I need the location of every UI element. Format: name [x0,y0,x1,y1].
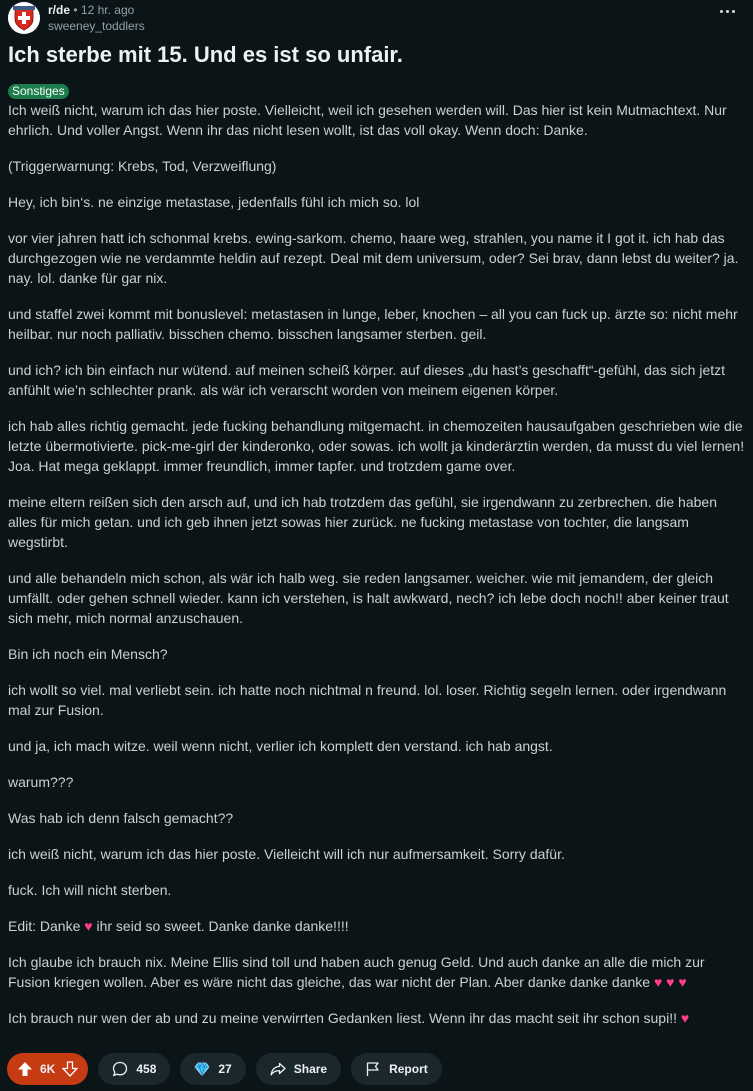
paragraph: Ich weiß nicht, warum ich das hier poste. Vielleicht, weil ich gesehen werden will. Das hier ist kein Mutmachtext. Nur ehrlich. Und voller Angst. Wenn ihr das nicht lesen wollt, ist das voll okay. Wenn doch: Danke. [8,102,727,138]
paragraph: und ich? ich bin einfach nur wütend. auf meinen scheiß körper. auf dieses „du hast’s geschafft“-gefühl, das sich jetzt anfühlt wie’n schlechter prank. als wär ich verarscht worden von meinem eigenen körper. [8,362,726,398]
comment-icon [112,1061,128,1077]
vote-count: 6K [40,1062,56,1076]
paragraph: warum??? [8,774,74,790]
edit-paragraph [8,916,745,936]
paragraph: vor vier jahren hatt ich schonmal krebs. ewing-sarkom. chemo, haare weg, strahlen, you name it I got it. ich hab das durchgezogen wie ne verdammte heldin auf rezept. Deal mit dem universum, oder? Sei brav, dann lebst du weiter? ja. nay. lol. danke für gar nix. [8,230,739,286]
downvote-icon[interactable] [62,1061,78,1077]
award-icon [194,1061,210,1077]
subreddit-avatar-icon[interactable] [8,2,40,34]
share-button[interactable] [256,1053,341,1085]
ellis-text: Ich glaube ich brauch nix. Meine Ellis sind toll und haben auch genug Geld. Und auch danke an alle die mich zur Fusion kriegen wollen. Aber es wäre nicht das gleiche, das war nicht der Plan. Aber danke danke danke [8,954,705,990]
comments-button[interactable] [98,1053,170,1085]
post-time: 12 hr. ago [80,2,135,17]
award-count: 27 [218,1062,232,1076]
author-name[interactable]: sweeney_toddlers [48,18,145,33]
post-flair[interactable]: Sonstiges [8,84,69,99]
heart-icon: ♥ [84,918,93,934]
heart-icon: ♥ [680,1010,690,1026]
post-title: Ich sterbe mit 15. Und es ist so unfair. [8,42,403,67]
paragraph: (Triggerwarnung: Krebs, Tod, Verzweiflung) [8,158,277,174]
paragraph: Hey, ich bin‘s. ne einzige metastase, jedenfalls fühl ich mich so. lol [8,194,420,210]
paragraph: Bin ich noch ein Mensch? [8,646,168,662]
paragraph: ich wollt so viel. mal verliebt sein. ich hatte noch nichtmal n freund. lol. loser. Richtig segeln lernen. oder irgendwann mal zur Fusion. [8,682,727,718]
meta-separator: • [73,2,78,17]
report-flag-icon [365,1061,381,1077]
report-label: Report [389,1062,428,1076]
paragraph: meine eltern reißen sich den arsch auf, und ich hab trotzdem das gefühl, sie irgendwann zu zerbrechen. die haben alles für mich getan. und ich geb ihnen jetzt sowas hier zurück. ne fucking metastase von tochter, die langsam wegstirbt. [8,494,717,550]
heart-icon: ♥ [666,974,675,990]
heart-icon: ♥ [678,974,687,990]
share-label: Share [293,1062,328,1076]
post-body [8,100,745,1028]
last-text: Ich brauch nur wen der ab und zu meine verwirrten Gedanken liest. Wenn ihr das macht seit ihr schon supi!! [8,1010,677,1026]
subreddit-name[interactable]: r/de [48,2,71,17]
more-options-icon[interactable] [720,10,735,13]
paragraph: ich weiß nicht, warum ich das hier poste. Vielleicht will ich nur aufmersamkeit. Sorry dafür. [8,846,565,862]
heart-icon: ♥ [653,974,663,990]
post-header [8,0,745,36]
paragraph: Was hab ich denn falsch gemacht?? [8,810,234,826]
paragraph-last [8,1008,745,1028]
paragraph: fuck. Ich will nicht sterben. [8,882,172,898]
upvote-icon[interactable] [17,1061,33,1077]
edit-text-end: ihr seid so sweet. Danke danke danke!!!! [96,918,349,934]
report-button[interactable] [351,1053,442,1085]
paragraph: und staffel zwei kommt mit bonuslevel: metastasen in lunge, leber, knochen – all you can fuck up. ärzte so: nicht mehr heilbar. nur noch palliativ. bisschen chemo. bisschen langsamer sterben. geil. [8,306,738,342]
paragraph: ich hab alles richtig gemacht. jede fucking behandlung mitgemacht. in chemozeiten hausaufgaben geschrieben wie die letzte übermotivierte. pick-me-girl der kinderonko, oder sowas. ich wollt ja kinderärztin werden, da musst du viel lernen! Joa. Hat mega geklappt. immer freundlich, immer tapfer. und trotzdem game over. [8,418,745,474]
share-icon [270,1061,286,1077]
paragraph: und ja, ich mach witze. weil wenn nicht, verlier ich komplett den verstand. ich hab angst. [8,738,553,754]
paragraph: und alle behandeln mich schon, als wär ich halb weg. sie reden langsamer. weicher. wie mit jemandem, der gleich umfällt. oder gehen schnell wieder. kann ich verstehen, is halt awkward, nech? ich lebe doch noch!! aber keiner traut sich mehr, mich normal anzuschauen. [8,570,729,626]
flair-row [8,70,745,100]
vote-button[interactable] [7,1053,88,1085]
comment-count: 458 [136,1062,157,1076]
action-bar [7,1053,442,1085]
edit-text-start: Edit: Danke [8,918,81,934]
paragraph-ellis [8,952,745,992]
award-button[interactable] [180,1053,245,1085]
post-meta [48,3,145,34]
